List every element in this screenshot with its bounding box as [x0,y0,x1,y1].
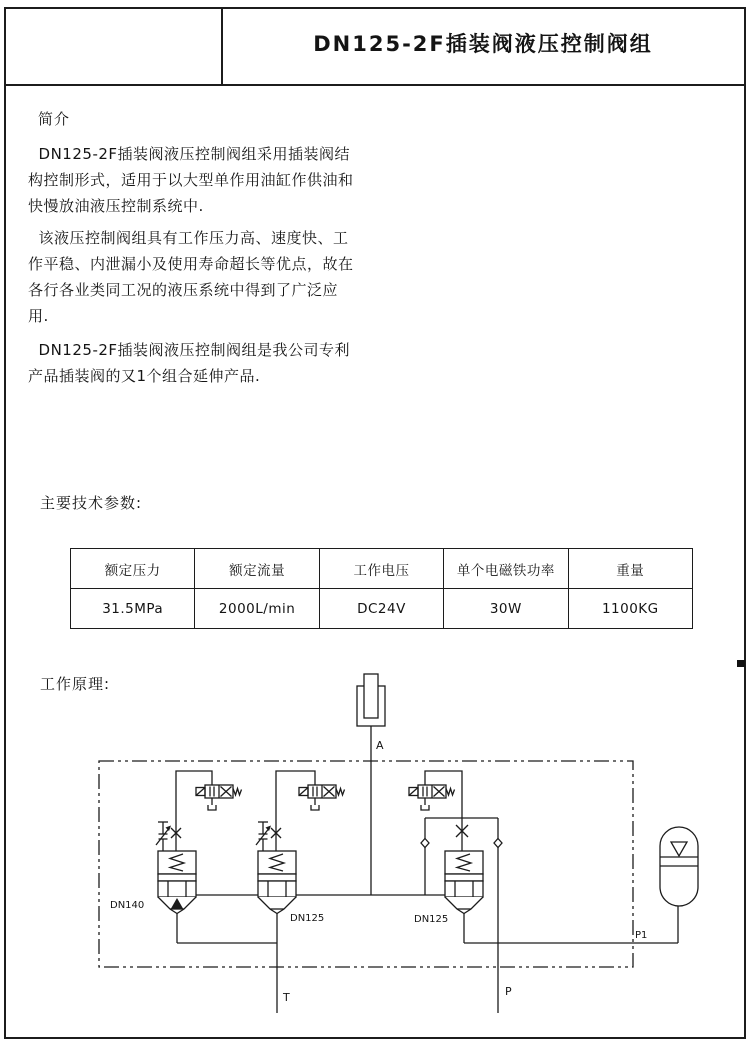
table-value-cell: 31.5MPa [71,589,195,629]
hydraulic-schematic [0,655,750,1035]
intro-line: DN125-2F插装阀液压控制阀组是我公司专利 [28,341,351,359]
intro-line: 用. [28,307,49,325]
port-p1-label: P1 [635,930,648,941]
orifice-diamond [421,839,429,848]
params-heading: 主要技术参数: [40,494,143,512]
table-header-cell: 单个电磁铁功率 [444,549,568,589]
orifice-diamond [494,839,502,848]
intro-line: 构控制形式，适用于以大型单作用油缸作供油和 [28,171,354,189]
valve1-label: DN140 [110,900,145,911]
table-value-cell: 30W [444,589,568,629]
valve3-label: DN125 [414,914,449,925]
cartridge-valve-3 [445,851,483,914]
intro-line: 作平稳、内泄漏小及使用寿命超长等优点，故在 [28,255,354,273]
valve2-label: DN125 [290,913,325,924]
intro-line: 产品插装阀的又1个组合延伸产品. [28,367,261,385]
intro-paragraph-3 [28,337,350,389]
port-p-label: P [505,985,512,998]
intro-heading: 简介 [38,110,71,128]
pilot-circuit-1 [156,771,242,943]
table-header-cell: 额定压力 [71,549,195,589]
parameters-table [70,548,693,629]
pilot-valve-2 [299,785,345,810]
intro-paragraph-1 [28,141,354,219]
principle-heading: 工作原理: [40,675,111,693]
port-t-label: T [283,991,290,1004]
table-header-cell: 额定流量 [195,549,319,589]
cylinder-symbol [357,674,385,895]
title-block-bottom-rule [4,84,744,86]
table-value-cell: 2000L/min [195,589,319,629]
intro-line: 该液压控制阀组具有工作压力高、速度快、工 [28,229,349,247]
table-value-cell: 1100KG [568,589,692,629]
pilot-circuit-2 [256,771,345,1013]
intro-line: DN125-2F插装阀液压控制阀组采用插装阀结 [28,145,351,163]
page-title: DN125-2F插装阀液压控制阀组 [313,32,653,56]
pilot-valve-1 [196,785,242,810]
table-header-cell: 工作电压 [319,549,443,589]
intro-line: 各行各业类同工况的液压系统中得到了广泛应 [28,281,339,299]
table-header-row [71,549,693,589]
cartridge-valve-2 [258,851,296,914]
throttle-symbols-1 [156,822,181,851]
table-value-row [71,589,693,629]
pilot-circuit-3 [409,771,502,1013]
throttle-symbols-2 [256,822,281,851]
port-a-label: A [376,739,384,752]
intro-line: 快慢放油液压控制系统中. [28,197,204,215]
intro-paragraph-2 [28,225,354,329]
table-value-cell: DC24V [319,589,443,629]
table-header-cell: 重量 [568,549,692,589]
pilot-valve-3 [409,785,455,810]
